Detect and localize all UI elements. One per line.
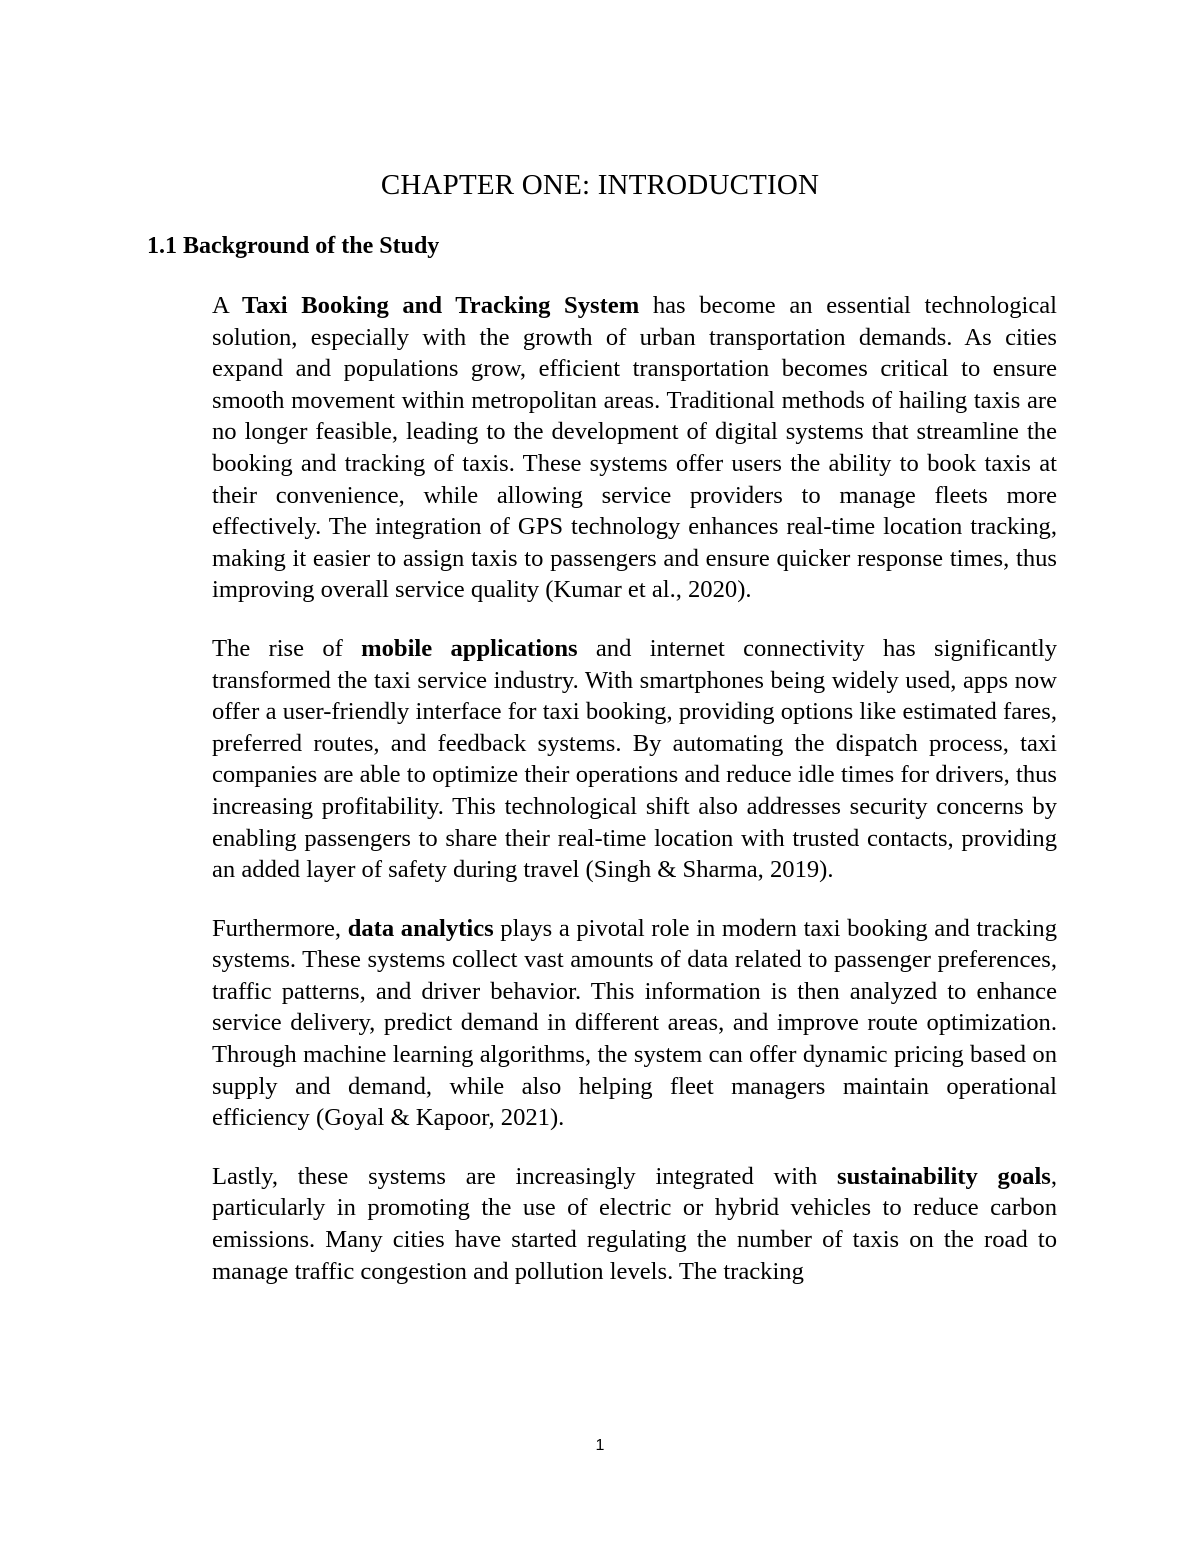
page-number: 1 — [595, 1437, 605, 1454]
paragraph-1-emphasis: Taxi Booking and Tracking System — [242, 292, 640, 319]
paragraph-2-text-start: The rise of — [212, 634, 362, 662]
paragraph-4 — [212, 1161, 1057, 1287]
paragraph-1-text-start: A — [212, 292, 243, 319]
paragraph-2-text-rest: and internet connectivity has significantly transformed the taxi service industry. With smartphones being widely used, apps now offer a user-friendly interface for taxi booking, providing options like estimated fares, preferred routes, and feedback systems. By automating the dispatch process, taxi companies are able to optimize their operations and reduce idle times for drivers, thus increasing profitability. This technological shift also addresses security concerns by enabling passengers to share their real-time location with trusted contacts, providing an added layer of safety during travel (Singh & Sharma, 2019). — [212, 634, 1057, 884]
paragraph-1 — [212, 290, 1057, 606]
chapter-title: CHAPTER ONE: INTRODUCTION — [380, 169, 820, 201]
paragraph-4-emphasis: sustainability goals — [837, 1162, 1051, 1190]
paragraph-1-text-rest: has become an essential technological solution, especially with the growth of urban transportation demands. As cities expand and populations grow, efficient transportation becomes critical to ensure smooth movement within metropolitan areas. Traditional methods of hailing taxis are no longer feasible, leading to the development of digital systems that streamline the booking and tracking of taxis. These systems offer users the ability to book taxis at their convenience, while allowing service providers to manage fleets more effectively. The integration of GPS technology enhances real-time location tracking, making it easier to assign taxis to passengers and ensure quicker response times, thus improving overall service quality (Kumar et al., 2020). — [212, 292, 1057, 604]
section-heading: 1.1 Background of the Study — [147, 233, 440, 259]
paragraph-4-text-rest: , particularly in promoting the use of electric or hybrid vehicles to reduce carbon emissions. Many cities have started regulating the number of taxis on the road to manage traffic congestion and pollution levels. The tracking — [212, 1162, 1057, 1285]
paragraph-3 — [212, 913, 1057, 1134]
paragraph-4-text-start: Lastly, these systems are increasingly integrated with — [212, 1162, 838, 1190]
paragraph-3-text-rest: plays a pivotal role in modern taxi booking and tracking systems. These systems collect vast amounts of data related to passenger preferences, traffic patterns, and driver behavior. This information is then analyzed to enhance service delivery, predict demand in different areas, and improve route optimization. Through machine learning algorithms, the system can offer dynamic pricing based on supply and demand, while also helping fleet managers maintain operational efficiency (Goyal & Kapoor, 2021). — [212, 914, 1057, 1132]
body-text — [212, 290, 1057, 1314]
paragraph-2-emphasis: mobile applications — [361, 634, 578, 662]
paragraph-3-emphasis: data analytics — [347, 914, 494, 942]
paragraph-2 — [212, 633, 1057, 886]
paragraph-3-text-start: Furthermore, — [212, 914, 348, 942]
